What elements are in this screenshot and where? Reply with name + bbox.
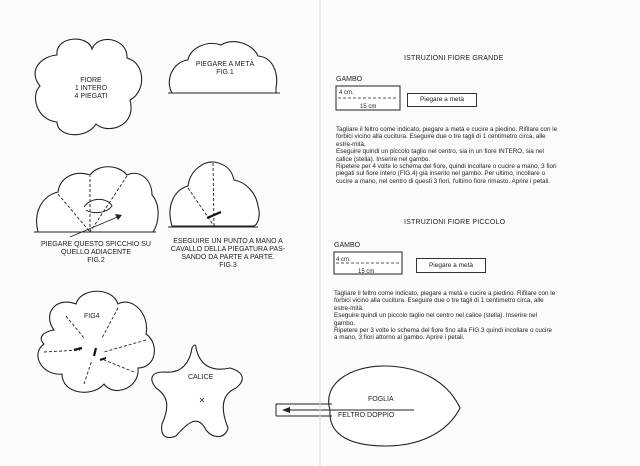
fig1-label	[186, 61, 264, 77]
calice-label: CALICE	[188, 374, 214, 381]
piccolo-fold-box: Piegare a metà	[416, 258, 486, 273]
grande-instructions	[336, 126, 558, 185]
foglia-leaf	[329, 366, 460, 446]
foglia-sub-label: FELTRO DOPPIO	[338, 412, 395, 419]
piccolo-instructions	[334, 290, 556, 342]
grande-width-label: 15 cm	[360, 104, 377, 110]
grande-gambo-label: GAMBO	[336, 76, 363, 83]
fig3-line3: SANDO DA PARTE A PARTE.	[181, 254, 275, 261]
calice-star	[152, 345, 242, 438]
fig1-line1: PIEGARE A METÀ	[195, 61, 255, 68]
foglia-label: FOGLIA	[368, 396, 394, 403]
fig4-flower	[38, 291, 154, 392]
fiore-label	[66, 77, 116, 101]
foglia-arrow-head	[282, 407, 290, 413]
piccolo-paragraph-1: Tagliare il feltro come indicato, piegare a metà e cucire a piedino. Rifilare con le forbici vicino alla cucitura. Eseguire due o tre tagli di 1 centimetro circa, alle estre-mità.	[334, 290, 556, 312]
fig2-line3: FIG.2	[87, 257, 105, 264]
grande-fold-box: Piegare a metà	[407, 93, 477, 107]
fiore-line3: 4 PIEGATI	[74, 93, 108, 100]
grande-paragraph-3: Ripetere per 4 volte lo schema del fiore, quindi incollare o cucire a mano, 3 fiori piegati sul fiore intero (FIG.4) già inserito nel gambo. Per ultimo, incollare o cucire a mano, nel centro di questi 3 fiori, l'ultimo fiore rimasto. Aprire i petali.	[336, 163, 557, 185]
fig2-label	[36, 241, 156, 265]
fiore-line2: 1 INTERO	[74, 85, 108, 92]
piccolo-size-label: 4 cm.	[336, 257, 351, 263]
fig2-line1: PIEGARE QUESTO SPICCHIO SU	[41, 241, 151, 248]
fig2-line2: QUELLO ADIACENTE	[60, 249, 132, 256]
fig3-shape	[170, 162, 259, 226]
piccolo-paragraph-2: Eseguire quindi un piccolo taglio nel centro nel calice (stella). Inserire nel gambo.	[334, 312, 538, 327]
fig3-line1: ESEGUIRE UN PUNTO A MANO A	[173, 238, 283, 245]
grande-size-label: 4 cm.	[339, 90, 354, 96]
fig4-label: FIG4	[84, 313, 100, 320]
piccolo-width-label: 15 cm	[358, 269, 375, 275]
piccolo-title: ISTRUZIONI FIORE PICCOLO	[404, 219, 506, 226]
fig3-line2: CAVALLO DELLA PIEGATURA PAS-	[170, 246, 286, 253]
grande-paragraph-2: Eseguire quindi un piccolo taglio nel centro, sia in un fiore INTERO, sia nel calice (stella). Inserire nel gambo.	[336, 148, 544, 163]
grande-title: ISTRUZIONI FIORE GRANDE	[404, 55, 504, 62]
piccolo-paragraph-3: Ripetere per 3 volte lo schema del fiore fino alla FIG.3 quindi incollare o cucire a mano, 3 fiori attorno al gambo. Aprire i petali.	[334, 327, 553, 342]
fig3-label	[166, 238, 290, 270]
fig3-line4: FIG.3	[219, 262, 237, 269]
fig1-line2: FIG.1	[216, 69, 234, 76]
fiore-line1: FIORE	[80, 77, 102, 84]
grande-paragraph-1: Tagliare il feltro come indicato, piegare a metà e cucire a piedino. Rifilare con le forbici vicino alla cucitura. Eseguire due o tre tagli di 1 centimetro circa, alle estre-mità.	[336, 126, 558, 148]
piccolo-gambo-label: GAMBO	[334, 242, 361, 249]
